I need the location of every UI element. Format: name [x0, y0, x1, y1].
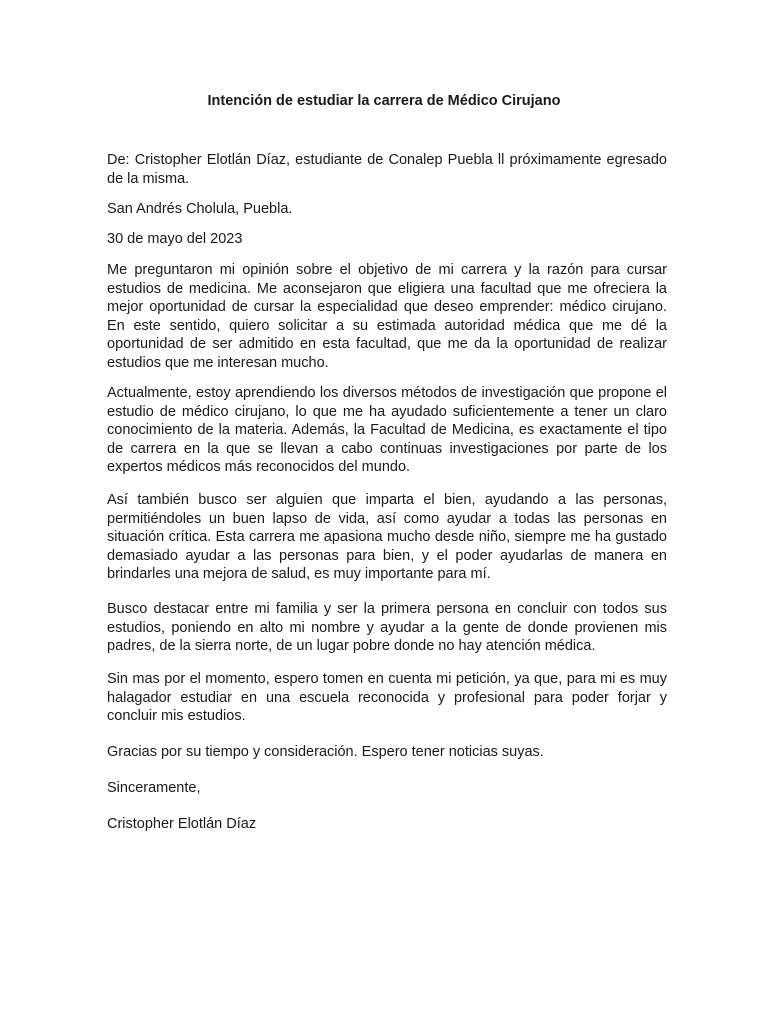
sender-line: De: Cristopher Elotlán Díaz, estudiante de Conalep Puebla ll próximamente egresado de la misma. — [107, 152, 667, 187]
body-paragraph-2: Actualmente, estoy aprendiendo los diversos métodos de investigación que propone el estudio de médico cirujano, lo que me ha ayudado suficientemente a tener un claro conocimiento de la materia. Además, la Facultad de Medicina, es exactamente el tipo de carrera en la que se llevan a cabo continuas investigaciones por parte de los expertos médicos más reconocidos del mundo. — [107, 385, 667, 476]
location-line: San Andrés Cholula, Puebla. — [107, 201, 293, 217]
signature-name: Cristopher Elotlán Díaz — [107, 816, 257, 832]
body-paragraph-3: Así también busco ser alguien que imparta el bien, ayudando a las personas, permitiéndoles un buen lapso de vida, así como ayudar a todas las personas en situación crítica. Esta carrera me apasiona mucho desde niño, siempre me ha gustado demasiado ayudar a las personas para bien, y el poder ayudarlas de manera en brindarles una mejora de salud, es muy importante para mí. — [107, 492, 667, 583]
closing-line: Sinceramente, — [107, 780, 201, 796]
body-paragraph-4: Busco destacar entre mi familia y ser la primera persona en concluir con todos sus estudios, poniendo en alto mi nombre y ayudar a la gente de donde provienen mis padres, de la sierra norte, de un lugar pobre donde no hay atención médica. — [107, 601, 667, 655]
body-paragraph-5: Sin mas por el momento, espero tomen en cuenta mi petición, ya que, para mi es muy halagador estudiar en una escuela reconocida y profesional para poder forjar y concluir mis estudios. — [107, 671, 667, 725]
document-title: Intención de estudiar la carrera de Médico Cirujano — [207, 93, 561, 109]
date-line: 30 de mayo del 2023 — [107, 231, 243, 247]
thanks-line: Gracias por su tiempo y consideración. Espero tener noticias suyas. — [107, 744, 544, 760]
body-paragraph-1: Me preguntaron mi opinión sobre el objetivo de mi carrera y la razón para cursar estudios de medicina. Me aconsejaron que eligiera una facultad que me ofreciera la mejor oportunidad de cursar la especialidad que deseo emprender: médico cirujano. En este sentido, quiero solicitar a su estimada autoridad médica que me dé la oportunidad de ser admitido en esta facultad, que me da la oportunidad de realizar estudios que me interesan mucho. — [107, 262, 667, 371]
